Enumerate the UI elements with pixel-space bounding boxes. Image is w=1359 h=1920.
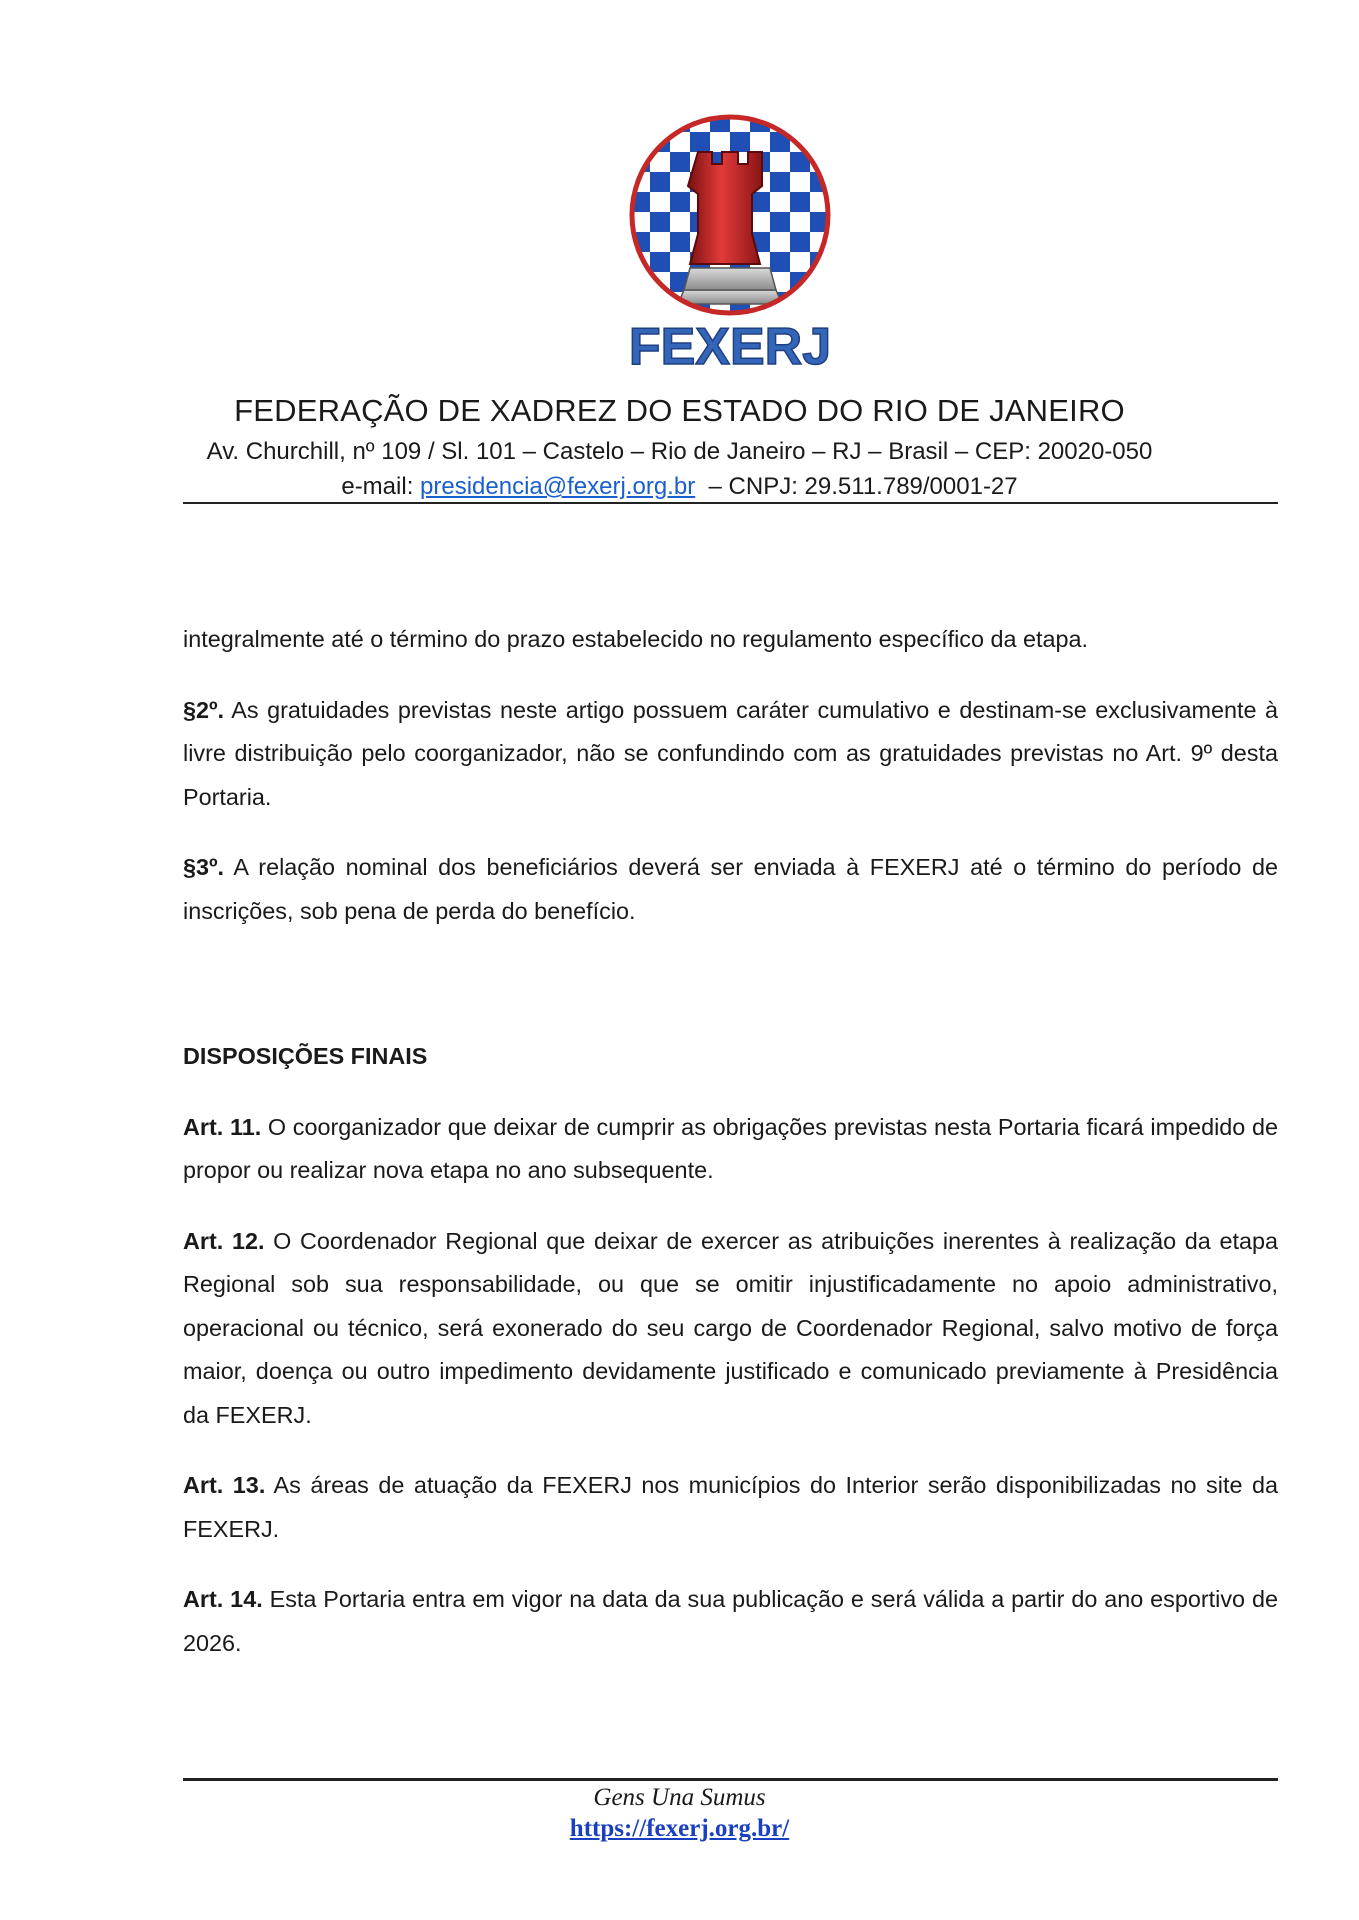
article-11-label: Art. 11. (183, 1113, 262, 1140)
organization-name: FEDERAÇÃO DE XADREZ DO ESTADO DO RIO DE JANEIRO (234, 393, 1125, 428)
paragraph-2-label: §2º. (183, 696, 225, 723)
article-13 (183, 1464, 1278, 1551)
paragraph-3-text: A relação nominal dos beneficiários deverá ser enviada à FEXERJ até o término do período de inscrições, sob pena de perda do benefício. (183, 854, 1278, 924)
article-12-label: Art. 12. (183, 1227, 265, 1254)
article-12-text: O Coordenador Regional que deixar de exercer as atribuições inerentes à realização da etapa Regional sob sua responsabilidade, ou que se omitir injustificadamente no apoio administrativo, operacional ou técnico, será exonerado do seu cargo de Coordenador Regional, salvo motivo de força maior, doença ou outro impedimento devidamente justificado e comunicado previamente à Presidência da FEXERJ. (183, 1227, 1278, 1428)
paragraph-3-label: §3º. (183, 854, 225, 880)
contact-line (0, 473, 1359, 501)
logo-wordmark: FEXERJ (628, 318, 832, 376)
paragraph-2 (183, 689, 1278, 820)
fexerj-logo (620, 112, 840, 377)
header-divider (183, 502, 1278, 504)
article-14 (183, 1578, 1278, 1665)
email-link[interactable]: presidencia@fexerj.org.br (420, 473, 696, 500)
document-body (183, 618, 1278, 1692)
section-title: DISPOSIÇÕES FINAIS (183, 1043, 428, 1069)
footer-divider (183, 1778, 1278, 1781)
footer-site (0, 1815, 1359, 1843)
paragraph-3 (183, 846, 1278, 933)
article-14-label: Art. 14. (183, 1586, 263, 1612)
cnpj-text: – CNPJ: 29.511.789/0001-27 (695, 473, 1018, 500)
article-11 (183, 1106, 1278, 1193)
article-11-text: O coorganizador que deixar de cumprir as obrigações previstas nesta Portaria ficará impedido de propor ou realizar nova etapa no ano subsequente. (183, 1113, 1278, 1183)
article-12 (183, 1220, 1278, 1438)
article-14-text: Esta Portaria entra em vigor na data da sua publicação e será válida a partir do ano esportivo de 2026. (183, 1586, 1278, 1656)
paragraph-2-text: As gratuidades previstas neste artigo possuem caráter cumulativo e destinam-se exclusivamente à livre distribuição pelo coorganizador, não se confundindo com as gratuidades previstas no Art. 9º desta Portaria. (183, 696, 1278, 810)
organization-address: Av. Churchill, nº 109 / Sl. 101 – Castelo – Rio de Janeiro – RJ – Brasil – CEP: 20020-050 (206, 438, 1153, 465)
website-link[interactable]: https://fexerj.org.br/ (569, 1815, 790, 1842)
email-label: e-mail: (341, 473, 421, 500)
paragraph-continuation: integralmente até o término do prazo estabelecido no regulamento específico da etapa. (183, 626, 1089, 652)
footer-motto: Gens Una Sumus (593, 1784, 766, 1811)
article-13-text: As áreas de atuação da FEXERJ nos municípios do Interior serão disponibilizadas no site da FEXERJ. (183, 1472, 1278, 1542)
article-13-label: Art. 13. (183, 1472, 266, 1498)
